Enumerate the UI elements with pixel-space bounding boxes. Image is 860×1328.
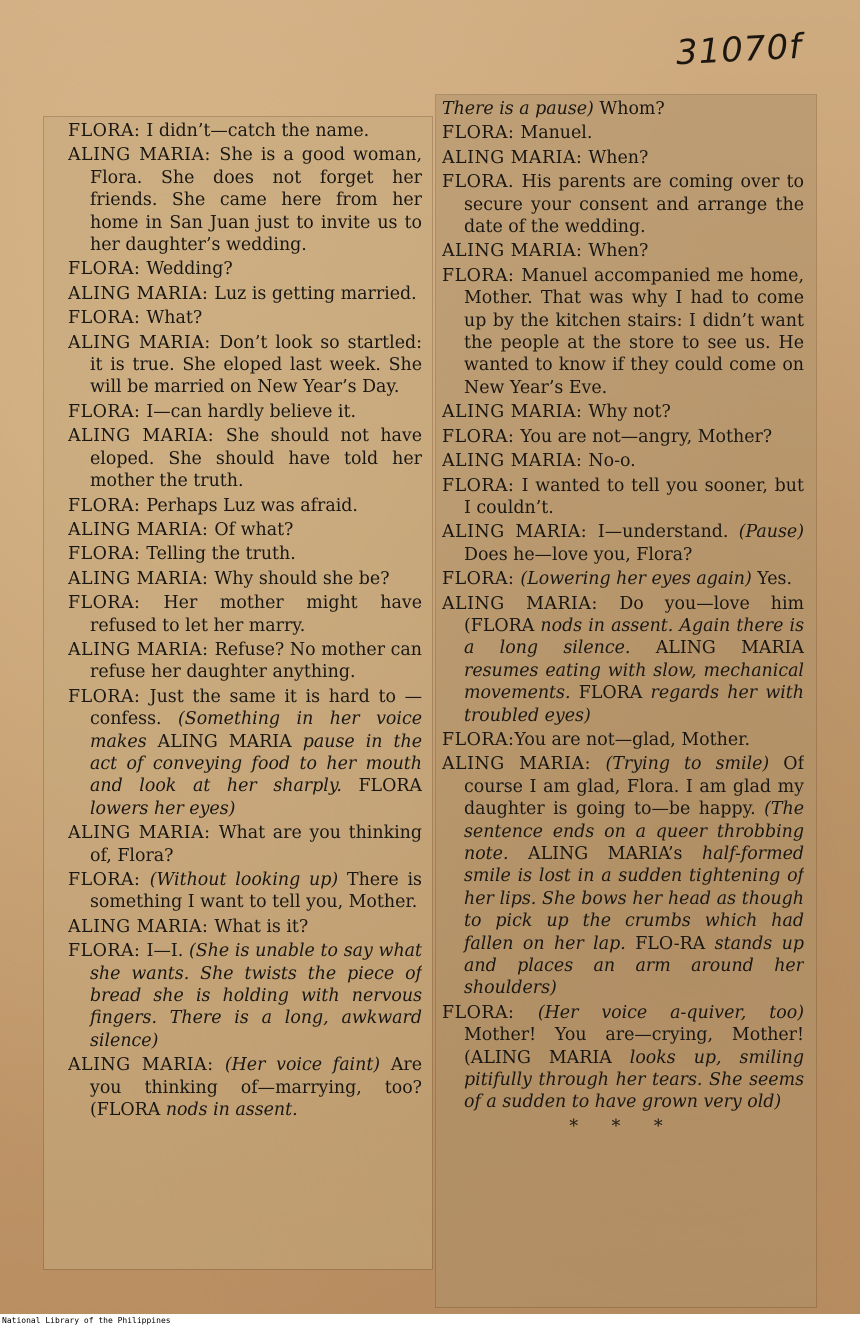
dialogue-line [442, 1002, 804, 1114]
dialogue-text: ALING MARIA’s [528, 844, 683, 864]
speaker-name: FLORA: [68, 121, 147, 141]
dialogue-text: Manuel. [520, 123, 593, 144]
dialogue-line [68, 258, 422, 280]
dialogue-line [442, 171, 804, 238]
speaker-name: FLORA: [442, 729, 515, 750]
speaker-name: FLORA: [68, 941, 147, 962]
speaker-name: ALING MARIA: [442, 147, 589, 168]
speaker-name: ALING MARIA: [442, 241, 589, 262]
dialogue-line [442, 240, 804, 262]
speaker-name: ALING MARIA: [68, 145, 220, 166]
dialogue-line [442, 450, 804, 472]
stage-direction: half-formed smile is lost in a sudden tightening of her lips. She bows her head as though to pick up the crumbs which had fallen on her lap. [464, 844, 804, 954]
dialogue-text: FLORA [96, 1100, 161, 1121]
dialogue-text: Yes. [751, 569, 792, 590]
dialogue-text: Don’t look so startled: it is true. She eloped last week. She will be married on New Year’s Day. [90, 332, 422, 398]
dialogue-text: I didn’t—catch the name. [146, 121, 370, 141]
speaker-name: FLORA: [68, 686, 150, 707]
stage-direction: (She is unable to say what she wants. She twists the piece of bread she is holding with nervous fingers. There is a long, awkward silence) [90, 941, 422, 1051]
dialogue-text: ALING MARIA [157, 731, 292, 752]
dialogue-line [442, 265, 804, 399]
speaker-name: FLORA: [442, 475, 522, 496]
dialogue-text: Just the same it is hard to —confess. [90, 686, 422, 730]
dialogue-line [68, 916, 422, 938]
dialogue-text: When? [588, 147, 649, 168]
dialogue-line [68, 120, 422, 142]
speaker-name: FLORA: [442, 426, 521, 447]
stage-direction: looks up, smiling pitifully through her tears. She seems of a sudden to have grown very old) [464, 1047, 804, 1113]
dialogue-line [68, 425, 422, 492]
dialogue-text: What is it? [214, 916, 309, 937]
dialogue-text: She should not have eloped. She should have told her mother the truth. [90, 426, 422, 492]
dialogue-line [68, 822, 422, 867]
dialogue-line [442, 593, 804, 727]
dialogue-text: Does he—love you, Flora? [464, 544, 693, 565]
dialogue-text: Whom? [593, 99, 665, 119]
speaker-name: FLORA: [442, 569, 521, 590]
dialogue-text: Wedding? [146, 259, 233, 280]
dialogue-line [68, 686, 422, 820]
dialogue-text: I wanted to tell you sooner, but I couldn’t. [464, 475, 804, 518]
dialogue-text: His parents are coming over to secure your consent and arrange the date of the wedding. [464, 172, 804, 238]
dialogue-text: There is something I want to tell you, Mother. [90, 870, 422, 913]
dialogue-line [442, 147, 804, 169]
dialogue-line [442, 401, 804, 423]
dialogue-text: FLORA [470, 615, 535, 636]
dialogue-line [442, 475, 804, 520]
speaker-name: FLORA: [442, 265, 522, 286]
dialogue-line [68, 519, 422, 541]
dialogue-text: I—understand. [597, 522, 739, 543]
stage-direction: (Her voice a-quiver, too) [537, 1002, 804, 1023]
dialogue-text: I—can hardly believe it. [146, 401, 357, 422]
stage-direction: (Pause) [738, 522, 804, 543]
dialogue-text: When? [588, 241, 649, 262]
stage-direction: (Without looking up) [149, 870, 339, 890]
stage-direction: regards her with troubled eyes) [464, 683, 804, 726]
dialogue-text: FLO-RA [635, 933, 706, 954]
stage-direction: (Something in her voice makes [90, 709, 422, 752]
right-text-column [442, 98, 804, 1298]
dialogue-text: Why not? [588, 402, 671, 423]
dialogue-text: Telling the truth. [146, 544, 296, 565]
speaker-name: ALING MARIA: [442, 593, 620, 614]
dialogue-line [442, 568, 804, 590]
speaker-name: FLORA: [68, 544, 147, 565]
stage-direction: There is a pause) [442, 99, 594, 119]
dialogue-text: I—I. [146, 941, 189, 962]
dialogue-line [68, 332, 422, 399]
stage-direction: nods in assent. Again there is a long silence. [464, 615, 804, 659]
dialogue-text: Refuse? No mother can refuse her daughter anything. [90, 639, 422, 683]
stage-direction: pause in the act of conveying food to her mouth and look at her sharply. [90, 731, 422, 797]
speaker-name: FLORA: [68, 495, 147, 516]
speaker-name: FLORA: [442, 123, 521, 144]
dialogue-line [442, 426, 804, 448]
stage-direction: (Her voice faint) [224, 1055, 381, 1076]
dialogue-line [442, 521, 804, 566]
stage-direction: lowers her eyes) [90, 798, 236, 819]
stage-direction: (Lowering her eyes again) [520, 569, 752, 590]
dialogue-line [68, 283, 422, 305]
dialogue-line [68, 869, 422, 914]
dialogue-line [442, 729, 804, 751]
section-separator: * * * [569, 1116, 677, 1137]
speaker-name: ALING MARIA: [68, 916, 215, 937]
dialogue-line [68, 568, 422, 590]
speaker-name: FLORA: [68, 259, 147, 280]
dialogue-line [442, 122, 804, 144]
dialogue-line [68, 592, 422, 637]
dialogue-text: Of course I am glad, Flora. I am glad my daughter is going to—be happy. [464, 754, 804, 820]
speaker-name: ALING MARIA: [68, 823, 219, 844]
stage-direction: (The sentence ends on a queer throbbing note. [464, 799, 804, 864]
dialogue-text: Of what? [214, 519, 294, 540]
dialogue-line [68, 144, 422, 256]
library-footer: National Library of the Philippines [0, 1314, 860, 1328]
dialogue-text: Do you—love him ( [464, 593, 804, 636]
speaker-name: ALING MARIA: [68, 519, 215, 540]
dialogue-line [442, 98, 804, 120]
dialogue-text: Manuel accompanied me home, Mother. That was why I had to come up by the kitchen stairs: I didn’t want the people at the store to see us. He wanted to know if they could come on New Year’s Eve. [464, 265, 804, 398]
speaker-name: ALING MARIA: [442, 522, 598, 543]
dialogue-text: No-o. [588, 451, 636, 472]
dialogue-text: She is a good woman, Flora. She does not forget her friends. She came here from her home in San Juan just to invite us to her daughter’s wedding. [90, 145, 422, 256]
dialogue-text: ALING MARIA [655, 638, 804, 659]
dialogue-text: FLORA [578, 683, 643, 704]
speaker-name: ALING MARIA: [68, 332, 220, 353]
catalog-number: 31070f [675, 26, 804, 74]
dialogue-text: FLORA [358, 776, 422, 797]
stage-direction: (Trying to smile) [605, 754, 770, 775]
speaker-name: FLORA: [68, 401, 147, 422]
dialogue-line [68, 495, 422, 517]
dialogue-line [68, 639, 422, 684]
dialogue-line [68, 1054, 422, 1121]
dialogue-text: You are not—glad, Mother. [514, 729, 751, 750]
dialogue-text: Why should she be? [214, 568, 390, 589]
speaker-name: FLORA: [442, 1002, 538, 1023]
dialogue-text: Her mother might have refused to let her marry. [90, 593, 422, 636]
speaker-name: ALING MARIA: [442, 402, 589, 423]
speaker-name: FLORA: [68, 870, 150, 890]
dialogue-text: Mother! You are—crying, Mother! ( [464, 1025, 804, 1068]
stage-direction: resumes eating with slow, mechanical movements. [464, 660, 804, 704]
dialogue-text: What? [146, 308, 203, 329]
dialogue-text: What are you thinking of, Flora? [90, 823, 422, 866]
speaker-name: ALING MARIA: [68, 426, 226, 447]
dialogue-line [68, 940, 422, 1052]
dialogue-line [68, 543, 422, 565]
speaker-name: FLORA: [68, 308, 147, 329]
dialogue-text: Perhaps Luz was afraid. [146, 495, 358, 516]
speaker-name: ALING MARIA: [68, 1055, 225, 1076]
dialogue-text: ALING MARIA [470, 1047, 612, 1068]
speaker-name: ALING MARIA: [442, 451, 589, 472]
dialogue-line [68, 401, 422, 423]
stage-direction: nods in assent. [160, 1100, 298, 1121]
left-text-column [68, 120, 422, 1270]
speaker-name: FLORA: [68, 593, 164, 614]
dialogue-line [68, 307, 422, 329]
speaker-name: ALING MARIA: [68, 283, 215, 304]
stage-direction: stands up and places an arm around her shoulders) [464, 933, 804, 999]
dialogue-text: Are you thinking of—marrying, too? ( [90, 1055, 422, 1121]
speaker-name: ALING MARIA: [442, 754, 606, 775]
dialogue-text: You are not—angry, Mother? [520, 426, 773, 447]
speaker-name: ALING MARIA: [68, 568, 215, 589]
speaker-name: ALING MARIA: [68, 639, 215, 660]
dialogue-text: Luz is getting married. [214, 283, 417, 304]
dialogue-line [442, 753, 804, 999]
speaker-name: FLORA. [442, 172, 522, 193]
